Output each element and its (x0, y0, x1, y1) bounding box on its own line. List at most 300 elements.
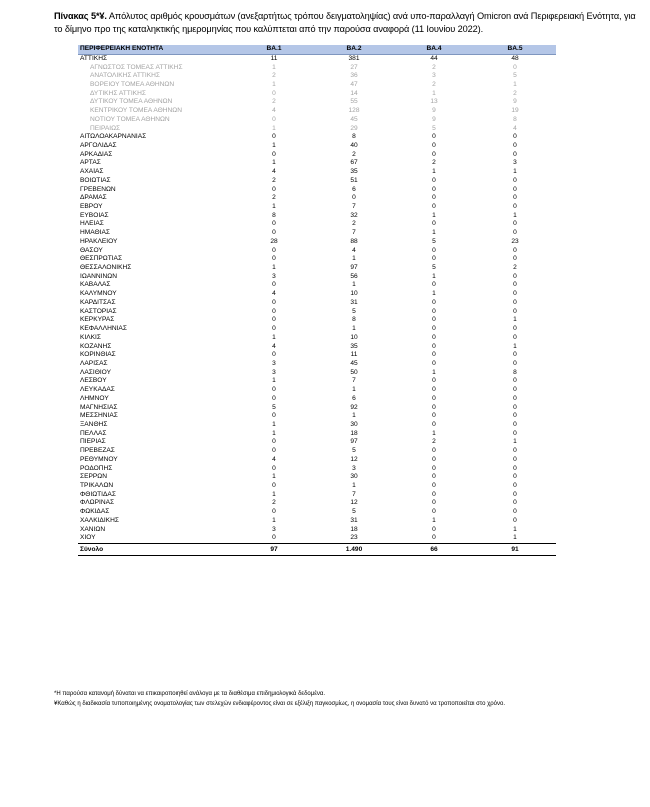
count-cell-ba4: 1 (432, 290, 436, 298)
count-cell-ba5: 2 (513, 89, 517, 97)
count-cell-ba4: 5 (432, 124, 436, 132)
count-cell-ba1: 1 (272, 141, 276, 149)
region-name-cell: ΦΩΚΙΔΑΣ (80, 508, 110, 516)
count-cell-ba4: 0 (432, 508, 436, 516)
count-cell-ba1: 1 (272, 80, 276, 88)
count-cell-ba2: 92 (350, 403, 358, 411)
table-row (78, 316, 556, 325)
count-cell-ba2: 67 (350, 159, 358, 167)
region-name-cell: ΛΗΜΝΟΥ (80, 394, 109, 402)
region-name-cell: ΝΟΤΙΟΥ ΤΟΜΕΑ ΑΘΗΝΩΝ (90, 115, 170, 123)
count-cell-ba2: 1 (352, 281, 356, 289)
table-row (78, 168, 556, 177)
subregion-row (78, 98, 556, 107)
count-cell-ba5: 0 (513, 490, 517, 498)
region-name-cell: ΑΤΤΙΚΗΣ (78, 54, 234, 63)
count-cell-ba5: 0 (513, 386, 517, 394)
count-cell-ba2: 381 (314, 54, 394, 63)
count-cell-ba4: 0 (432, 386, 436, 394)
count-cell-ba5: 0 (513, 447, 517, 455)
count-cell-ba5: 8 (513, 115, 517, 123)
count-cell-ba4: 0 (432, 220, 436, 228)
table-row (78, 220, 556, 229)
count-cell-ba1: 0 (272, 307, 276, 315)
count-cell-ba1: 0 (272, 229, 276, 237)
count-cell-ba1: 3 (272, 359, 276, 367)
count-cell-ba4: 0 (432, 194, 436, 202)
count-cell-ba5: 0 (513, 351, 517, 359)
count-cell-ba1: 0 (272, 185, 276, 193)
table-row (78, 325, 556, 334)
count-cell-ba5: 0 (513, 185, 517, 193)
count-cell-ba5: 1 (513, 525, 517, 533)
count-cell-ba4: 0 (432, 325, 436, 333)
count-cell-ba1: 2 (272, 499, 276, 507)
count-cell-ba4: 0 (432, 246, 436, 254)
count-cell-ba2: 35 (350, 168, 358, 176)
table-header-row (78, 45, 556, 54)
count-cell-ba1: 0 (272, 508, 276, 516)
count-cell-ba5: 0 (513, 298, 517, 306)
region-name-cell: ΠΕΛΛΑΣ (80, 429, 107, 437)
region-name-cell: ΧΑΝΙΩΝ (80, 525, 106, 533)
total-ba2: 1.490 (314, 544, 394, 556)
region-name-cell: ΚΕΡΚΥΡΑΣ (80, 316, 115, 324)
count-cell-ba5: 0 (513, 290, 517, 298)
count-cell-ba5: 19 (511, 107, 519, 115)
count-cell-ba2: 32 (350, 211, 358, 219)
region-name-cell: ΜΕΣΣΗΝΙΑΣ (80, 412, 118, 420)
table-row (78, 456, 556, 465)
total-label: Σύνολο (78, 544, 234, 556)
count-cell-ba1: 0 (272, 316, 276, 324)
count-cell-ba2: 8 (352, 133, 356, 141)
region-name-cell: ΑΓΝΩΣΤΟΣ ΤΟΜΕΑΣ ΑΤΤΙΚΗΣ (90, 63, 183, 71)
region-name-cell: ΚΑΣΤΟΡΙΑΣ (80, 307, 117, 315)
table-row (78, 264, 556, 273)
count-cell-ba1: 1 (272, 420, 276, 428)
subregion-row (78, 64, 556, 73)
table-row (78, 159, 556, 168)
count-cell-ba1: 0 (272, 386, 276, 394)
count-cell-ba1: 1 (272, 264, 276, 272)
region-name-cell: ΚΟΡΙΝΘΙΑΣ (80, 351, 116, 359)
count-cell-ba4: 0 (432, 141, 436, 149)
count-cell-ba5: 2 (513, 264, 517, 272)
count-cell-ba4: 0 (432, 525, 436, 533)
table-row (78, 334, 556, 343)
table-row (78, 290, 556, 299)
table-row (78, 281, 556, 290)
region-name-cell: ΠΙΕΡΙΑΣ (80, 438, 106, 446)
region-name-cell: ΙΩΑΝΝΙΝΩΝ (80, 272, 117, 280)
count-cell-ba1: 0 (272, 534, 276, 542)
count-cell-ba5: 0 (513, 255, 517, 263)
count-cell-ba5: 0 (513, 359, 517, 367)
region-name-cell: ΚΕΦΑΛΛΗΝΙΑΣ (80, 325, 127, 333)
count-cell-ba5: 0 (513, 194, 517, 202)
region-name-cell: ΑΧΑΪΑΣ (80, 168, 104, 176)
count-cell-ba2: 7 (352, 229, 356, 237)
count-cell-ba2: 18 (350, 525, 358, 533)
count-cell-ba2: 1 (352, 482, 356, 490)
table-row (78, 229, 556, 238)
count-cell-ba4: 1 (432, 272, 436, 280)
count-cell-ba4: 1 (432, 516, 436, 524)
count-cell-ba4: 0 (432, 351, 436, 359)
table-row (78, 186, 556, 195)
count-cell-ba4: 9 (432, 107, 436, 115)
region-name-cell: ΑΙΤΩΛΟΑΚΑΡΝΑΝΙΑΣ (80, 133, 147, 141)
count-cell-ba5: 0 (513, 508, 517, 516)
subregion-row (78, 90, 556, 99)
count-cell-ba2: 97 (350, 264, 358, 272)
count-cell-ba5: 8 (513, 368, 517, 376)
count-cell-ba4: 0 (432, 420, 436, 428)
count-cell-ba1: 1 (272, 516, 276, 524)
region-name-cell: ΚΟΖΑΝΗΣ (80, 342, 112, 350)
table-row (78, 133, 556, 142)
count-cell-ba5: 48 (474, 54, 556, 63)
table-row (78, 360, 556, 369)
count-cell-ba2: 55 (350, 98, 358, 106)
count-cell-ba4: 0 (432, 377, 436, 385)
table-row (78, 203, 556, 212)
count-cell-ba1: 0 (272, 115, 276, 123)
region-name-cell: ΒΟΙΩΤΙΑΣ (80, 176, 111, 184)
table-row (78, 473, 556, 482)
table-row (78, 142, 556, 151)
count-cell-ba2: 10 (350, 333, 358, 341)
count-cell-ba4: 2 (432, 159, 436, 167)
table-row (78, 351, 556, 360)
count-cell-ba1: 0 (272, 255, 276, 263)
count-cell-ba2: 45 (350, 359, 358, 367)
count-cell-ba2: 12 (350, 499, 358, 507)
count-cell-ba2: 5 (352, 307, 356, 315)
count-cell-ba5: 0 (513, 203, 517, 211)
region-name-cell: ΛΕΣΒΟΥ (80, 377, 107, 385)
count-cell-ba2: 0 (352, 194, 356, 202)
region-name-cell: ΗΡΑΚΛΕΙΟΥ (80, 237, 118, 245)
table-row (78, 438, 556, 447)
total-ba1: 97 (234, 544, 314, 556)
count-cell-ba1: 1 (272, 159, 276, 167)
count-cell-ba5: 1 (513, 316, 517, 324)
count-cell-ba1: 0 (272, 89, 276, 97)
region-name-cell: ΛΕΥΚΑΔΑΣ (80, 386, 115, 394)
footnotes (54, 689, 644, 709)
count-cell-ba5: 0 (513, 272, 517, 280)
count-cell-ba1: 0 (272, 325, 276, 333)
count-cell-ba1: 0 (272, 133, 276, 141)
count-cell-ba2: 1 (352, 412, 356, 420)
count-cell-ba2: 31 (350, 298, 358, 306)
region-name-cell: ΛΑΣΙΘΙΟΥ (80, 368, 111, 376)
count-cell-ba5: 1 (513, 80, 517, 88)
count-cell-ba1: 4 (272, 168, 276, 176)
count-cell-ba2: 7 (352, 490, 356, 498)
count-cell-ba1: 0 (272, 298, 276, 306)
table-row (78, 54, 556, 63)
count-cell-ba5: 0 (513, 150, 517, 158)
count-cell-ba1: 3 (272, 368, 276, 376)
table-row (78, 255, 556, 264)
count-cell-ba4: 0 (432, 534, 436, 542)
table-row (78, 447, 556, 456)
count-cell-ba2: 27 (350, 63, 358, 71)
count-cell-ba4: 0 (432, 185, 436, 193)
count-cell-ba5: 0 (513, 307, 517, 315)
table-row (78, 377, 556, 386)
region-name-cell: ΜΑΓΝΗΣΙΑΣ (80, 403, 118, 411)
count-cell-ba2: 40 (350, 141, 358, 149)
count-cell-ba5: 23 (511, 237, 519, 245)
count-cell-ba1: 1 (272, 203, 276, 211)
count-cell-ba4: 1 (432, 211, 436, 219)
count-cell-ba5: 0 (513, 455, 517, 463)
region-name-cell: ΡΕΘΥΜΝΟΥ (80, 455, 118, 463)
count-cell-ba2: 56 (350, 272, 358, 280)
count-cell-ba2: 5 (352, 508, 356, 516)
count-cell-ba5: 0 (513, 473, 517, 481)
region-name-cell: ΕΒΡΟΥ (80, 203, 103, 211)
count-cell-ba4: 0 (432, 490, 436, 498)
count-cell-ba5: 0 (513, 281, 517, 289)
region-name-cell: ΠΕΙΡΑΙΩΣ (90, 124, 121, 132)
table-row (78, 517, 556, 526)
table-row (78, 412, 556, 421)
total-ba4: 66 (394, 544, 474, 556)
count-cell-ba4: 5 (432, 237, 436, 245)
count-cell-ba2: 1 (352, 325, 356, 333)
count-cell-ba2: 23 (350, 534, 358, 542)
region-name-cell: ΚΑΛΥΜΝΟΥ (80, 290, 117, 298)
region-name-cell: ΗΛΕΙΑΣ (80, 220, 104, 228)
count-cell-ba5: 0 (513, 499, 517, 507)
count-cell-ba1: 3 (272, 272, 276, 280)
table-row (78, 177, 556, 186)
count-cell-ba2: 128 (348, 107, 360, 115)
region-name-cell: ΑΝΑΤΟΛΙΚΗΣ ΑΤΤΙΚΗΣ (90, 72, 160, 80)
table-row (78, 491, 556, 500)
count-cell-ba5: 9 (513, 98, 517, 106)
table-row (78, 151, 556, 160)
count-cell-ba1: 2 (272, 194, 276, 202)
count-cell-ba4: 0 (432, 333, 436, 341)
count-cell-ba5: 0 (513, 412, 517, 420)
count-cell-ba1: 0 (272, 351, 276, 359)
region-name-cell: ΦΛΩΡΙΝΑΣ (80, 499, 115, 507)
count-cell-ba2: 45 (350, 115, 358, 123)
region-name-cell: ΣΕΡΡΩΝ (80, 473, 107, 481)
count-cell-ba4: 0 (432, 473, 436, 481)
count-cell-ba4: 3 (432, 72, 436, 80)
count-cell-ba1: 11 (234, 54, 314, 63)
count-cell-ba4: 1 (432, 229, 436, 237)
caption-text: Απόλυτος αριθμός κρουσμάτων (ανεξαρτήτως τρόπου δειγματοληψίας) ανά υπο-παραλλαγή Omicron ανά Περιφερειακή Ενότητα, για το δίμηνο προ της καταληκτικής ημερομηνίας που καλύπτεται από την παρούσα αναφορά (11 Ιουνίου 2022). (54, 11, 636, 34)
table-row (78, 308, 556, 317)
count-cell-ba4: 0 (432, 176, 436, 184)
count-cell-ba2: 12 (350, 455, 358, 463)
region-name-cell: ΒΟΡΕΙΟΥ ΤΟΜΕΑ ΑΘΗΝΩΝ (90, 80, 175, 88)
count-cell-ba2: 88 (350, 237, 358, 245)
table-row (78, 508, 556, 517)
count-cell-ba5: 0 (513, 482, 517, 490)
count-cell-ba1: 0 (272, 412, 276, 420)
region-name-cell: ΔΥΤΙΚΗΣ ΑΤΤΙΚΗΣ (90, 89, 146, 97)
count-cell-ba4: 0 (432, 298, 436, 306)
region-name-cell: ΞΑΝΘΗΣ (80, 420, 108, 428)
count-cell-ba1: 0 (272, 150, 276, 158)
count-cell-ba2: 14 (350, 89, 358, 97)
count-cell-ba4: 2 (432, 63, 436, 71)
count-cell-ba4: 1 (432, 89, 436, 97)
count-cell-ba2: 1 (352, 386, 356, 394)
count-cell-ba4: 0 (432, 394, 436, 402)
count-cell-ba1: 4 (272, 107, 276, 115)
count-cell-ba1: 0 (272, 438, 276, 446)
count-cell-ba5: 0 (513, 141, 517, 149)
count-cell-ba5: 1 (513, 211, 517, 219)
count-cell-ba2: 30 (350, 420, 358, 428)
count-cell-ba4: 0 (432, 255, 436, 263)
count-cell-ba5: 0 (513, 229, 517, 237)
region-name-cell: ΗΜΑΘΙΑΣ (80, 229, 110, 237)
count-cell-ba1: 0 (272, 394, 276, 402)
count-cell-ba1: 28 (270, 237, 278, 245)
count-cell-ba4: 2 (432, 438, 436, 446)
subregion-row (78, 116, 556, 125)
count-cell-ba5: 0 (513, 63, 517, 71)
count-cell-ba5: 0 (513, 325, 517, 333)
count-cell-ba1: 1 (272, 473, 276, 481)
region-name-cell: ΡΟΔΟΠΗΣ (80, 464, 113, 472)
region-name-cell: ΚΙΛΚΙΣ (80, 333, 101, 341)
header-ba2: ΒΑ.2 (314, 45, 394, 54)
region-name-cell: ΘΑΣΟΥ (80, 246, 103, 254)
region-name-cell: ΘΕΣΣΑΛΟΝΙΚΗΣ (80, 264, 132, 272)
count-cell-ba5: 0 (513, 246, 517, 254)
count-cell-ba4: 13 (430, 98, 438, 106)
count-cell-ba4: 0 (432, 464, 436, 472)
count-cell-ba5: 1 (513, 168, 517, 176)
count-cell-ba2: 4 (352, 246, 356, 254)
count-cell-ba1: 1 (272, 63, 276, 71)
count-cell-ba2: 30 (350, 473, 358, 481)
count-cell-ba4: 0 (432, 412, 436, 420)
table-row (78, 499, 556, 508)
count-cell-ba1: 2 (272, 72, 276, 80)
header-region: ΠΕΡΙΦΕΡΕΙΑΚΗ ΕΝΟΤΗΤΑ (78, 45, 234, 54)
count-cell-ba1: 1 (272, 124, 276, 132)
count-cell-ba4: 0 (432, 447, 436, 455)
count-cell-ba5: 0 (513, 516, 517, 524)
count-cell-ba2: 7 (352, 203, 356, 211)
total-ba5: 91 (474, 544, 556, 556)
count-cell-ba2: 51 (350, 176, 358, 184)
count-cell-ba1: 0 (272, 220, 276, 228)
region-name-cell: ΤΡΙΚΑΛΩΝ (80, 482, 114, 490)
count-cell-ba2: 3 (352, 464, 356, 472)
region-name-cell: ΛΑΡΙΣΑΣ (80, 359, 108, 367)
table-row (78, 386, 556, 395)
count-cell-ba1: 0 (272, 464, 276, 472)
region-name-cell: ΘΕΣΠΡΩΤΙΑΣ (80, 255, 123, 263)
count-cell-ba2: 1 (352, 255, 356, 263)
region-name-cell: ΔΥΤΙΚΟΥ ΤΟΜΕΑ ΑΘΗΝΩΝ (90, 98, 173, 106)
region-name-cell: ΚΑΡΔΙΤΣΑΣ (80, 298, 116, 306)
subregion-row (78, 125, 556, 134)
count-cell-ba1: 0 (272, 482, 276, 490)
count-cell-ba1: 2 (272, 98, 276, 106)
subregion-row (78, 72, 556, 81)
count-cell-ba5: 0 (513, 420, 517, 428)
region-name-cell: ΑΡΓΟΛΙΔΑΣ (80, 141, 117, 149)
footnote: *Η παρούσα κατανομή δύναται να επικαιροποιηθεί ανάλογα με τα διαθέσιμα επιδημιολογικά δεδομένα. (54, 691, 326, 697)
count-cell-ba5: 0 (513, 464, 517, 472)
total-row (78, 544, 556, 556)
count-cell-ba5: 0 (513, 220, 517, 228)
table-row (78, 465, 556, 474)
header-ba1: ΒΑ.1 (234, 45, 314, 54)
count-cell-ba4: 0 (432, 499, 436, 507)
count-cell-ba4: 0 (432, 150, 436, 158)
table-row (78, 238, 556, 247)
count-cell-ba2: 35 (350, 342, 358, 350)
count-cell-ba2: 18 (350, 429, 358, 437)
count-cell-ba2: 47 (350, 80, 358, 88)
count-cell-ba5: 0 (513, 333, 517, 341)
count-cell-ba2: 7 (352, 377, 356, 385)
table-row (78, 482, 556, 491)
region-name-cell: ΚΕΝΤΡΙΚΟΥ ΤΟΜΕΑ ΑΘΗΝΩΝ (90, 107, 182, 115)
count-cell-ba5: 1 (513, 534, 517, 542)
table-row (78, 534, 556, 543)
count-cell-ba4: 0 (432, 403, 436, 411)
table-body (78, 54, 556, 543)
count-cell-ba5: 0 (513, 176, 517, 184)
count-cell-ba4: 1 (432, 429, 436, 437)
count-cell-ba1: 3 (272, 525, 276, 533)
count-cell-ba1: 1 (272, 377, 276, 385)
count-cell-ba4: 5 (432, 264, 436, 272)
count-cell-ba5: 4 (513, 124, 517, 132)
count-cell-ba2: 2 (352, 150, 356, 158)
table-row (78, 421, 556, 430)
header-ba4: ΒΑ.4 (394, 45, 474, 54)
region-name-cell: ΧΑΛΚΙΔΙΚΗΣ (80, 516, 119, 524)
count-cell-ba2: 6 (352, 185, 356, 193)
region-name-cell: ΓΡΕΒΕΝΩΝ (80, 185, 116, 193)
table-row (78, 194, 556, 203)
variants-table (78, 45, 556, 556)
count-cell-ba2: 36 (350, 72, 358, 80)
count-cell-ba5: 0 (513, 394, 517, 402)
count-cell-ba5: 0 (513, 377, 517, 385)
count-cell-ba4: 0 (432, 281, 436, 289)
region-name-cell: ΠΡΕΒΕΖΑΣ (80, 447, 115, 455)
table-row (78, 343, 556, 352)
count-cell-ba4: 9 (432, 115, 436, 123)
count-cell-ba4: 0 (432, 482, 436, 490)
table-row (78, 273, 556, 282)
count-cell-ba2: 10 (350, 290, 358, 298)
count-cell-ba1: 1 (272, 429, 276, 437)
count-cell-ba4: 0 (432, 359, 436, 367)
count-cell-ba4: 0 (432, 203, 436, 211)
count-cell-ba5: 1 (513, 342, 517, 350)
